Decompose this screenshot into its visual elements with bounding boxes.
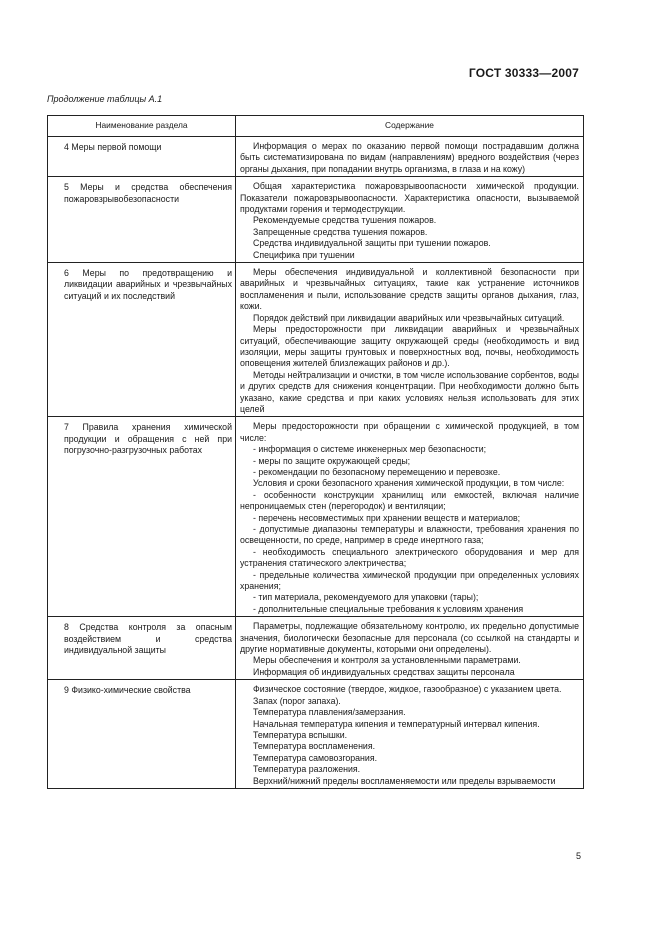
- content-paragraph: Верхний/нижний пределы воспламеняемости или пределы взрываемости: [253, 775, 556, 786]
- content-paragraph: Температура разложения.: [253, 764, 361, 775]
- section-name: 5 Меры и средства обеспечения пожаровзрывобезопасности: [64, 182, 232, 204]
- table-row: [48, 137, 584, 177]
- content-paragraph: Средства индивидуальной защиты при тушении пожаров.: [253, 238, 491, 249]
- content-paragraph: - допустимые диапазоны температуры и влажности, требования хранения по освещенности, по среде, например в среде инертного газа;: [240, 524, 579, 546]
- section-name-cell: [48, 680, 236, 789]
- content-paragraph: - рекомендации по безопасному перемещению и перевозке.: [253, 466, 501, 477]
- table-row: [48, 680, 584, 789]
- content-paragraph: Физическое состояние (твердое, жидкое, газообразное) с указанием цвета.: [253, 684, 562, 695]
- content-paragraph: - меры по защите окружающей среды;: [253, 455, 411, 466]
- section-name: 6 Меры по предотвращению и ликвидации аварийных и чрезвычайных ситуаций и их последствий: [64, 268, 232, 301]
- content-table: [47, 115, 584, 789]
- content-paragraph: Порядок действий при ликвидации аварийных или чрезвычайных ситуаций.: [253, 312, 565, 323]
- column-header-content: Содержание: [236, 116, 584, 137]
- section-name: 9 Физико-химические свойства: [64, 685, 191, 696]
- section-content-cell: [236, 263, 584, 417]
- section-name: 4 Меры первой помощи: [64, 142, 162, 152]
- table-header-row: [48, 116, 584, 137]
- table-caption: Продолжение таблицы А.1: [47, 94, 163, 104]
- content-paragraph: Температура воспламенения.: [253, 741, 376, 752]
- content-paragraph: Запах (порог запаха).: [253, 695, 341, 706]
- section-content-cell: [236, 417, 584, 617]
- content-paragraph: - необходимость специального электрического оборудования и мер для устранения статического электричества;: [240, 546, 579, 569]
- document-title: ГОСТ 30333—2007: [468, 66, 579, 80]
- content-paragraph: Запрещенные средства тушения пожаров.: [253, 226, 428, 237]
- table-row: [48, 617, 584, 680]
- section-content-cell: [236, 617, 584, 680]
- content-paragraph: Температура вспышки.: [253, 729, 348, 740]
- content-paragraph: - тип материала, рекомендуемого для упаковки (тары);: [253, 592, 479, 603]
- section-name: 8 Средства контроля за опасным воздействием и средства индивидуальной защиты: [64, 622, 232, 656]
- content-paragraph: Условия и сроки безопасного хранения химической продукции, в том числе:: [253, 478, 565, 489]
- section-name: 7 Правила хранения химической продукции и обращения с ней при погрузочно-разгрузочных работах: [64, 422, 232, 456]
- content-paragraph: Меры предосторожности при ликвидации аварийных и чрезвычайных ситуаций, обеспечивающие защиту окружающей среды (необходимость и вид изоляции, меры защиты грунтовых и поверхностных вод, почвы, необходимость оповещения жителей близлежащих районов и др.).: [240, 324, 579, 369]
- content-paragraph: - предельные количества химической продукции при определенных условиях хранения;: [240, 569, 579, 592]
- section-content-cell: [236, 137, 584, 177]
- section-name-cell: [48, 617, 236, 680]
- content-paragraph: Меры обеспечения индивидуальной и коллективной безопасности при аварийных и чрезвычайных ситуациях, такие как устранение источников воспламенения и пыли, использование средств защиты органов дыхания, глаз, кожи.: [240, 267, 579, 312]
- content-paragraph: Методы нейтрализации и очистки, в том числе использование сорбентов, воды и других средств для снижения концентрации. При необходимости должно быть указано, какие средства и при каких условиях нельзя использовать для этих целей: [240, 369, 579, 414]
- section-content-cell: [236, 680, 584, 789]
- content-paragraph: Меры обеспечения и контроля за установленными параметрами.: [253, 655, 521, 666]
- content-paragraph: Информация о мерах по оказанию первой помощи пострадавшим должна быть систематизирована по видам (направлениям) вредного воздействия (через органы дыхания, при попадании внутрь организма, в глаза и на кожу): [240, 141, 579, 174]
- section-name-cell: [48, 263, 236, 417]
- content-paragraph: Специфика при тушении: [253, 249, 355, 260]
- table-row: [48, 417, 584, 617]
- section-name-cell: [48, 417, 236, 617]
- content-paragraph: - особенности конструкции хранилищ или емкостей, включая наличие непроницаемых стен (перегородок) и вентиляции;: [240, 489, 579, 512]
- content-paragraph: Информация об индивидуальных средствах защиты персонала: [253, 666, 515, 677]
- table-row: [48, 263, 584, 417]
- page-number: 5: [576, 851, 582, 861]
- content-paragraph: Параметры, подлежащие обязательному контролю, их предельно допустимые значения, биологически безопасные для персонала (со ссылкой на стандарты и другие нормативные документы, которыми они определены).: [240, 621, 579, 655]
- content-paragraph: Температура плавления/замерзания.: [253, 707, 406, 718]
- content-paragraph: Общая характеристика пожаровзрывоопасности химической продукции. Показатели пожаровзрывоопасности. Характеристика опасности, вызываемой продуктами горения и термодеструкции.: [240, 181, 579, 215]
- content-paragraph: Меры предосторожности при обращении с химической продукцией, в том числе:: [240, 421, 579, 443]
- section-name-cell: [48, 137, 236, 177]
- content-paragraph: - дополнительные специальные требования к условиям хранения: [253, 603, 524, 614]
- content-paragraph: Рекомендуемые средства тушения пожаров.: [253, 215, 437, 226]
- content-paragraph: Начальная температура кипения и температурный интервал кипения.: [253, 718, 540, 729]
- section-content-cell: [236, 177, 584, 263]
- content-paragraph: - информация о системе инженерных мер безопасности;: [253, 444, 487, 455]
- content-paragraph: Температура самовозгорания.: [253, 752, 378, 763]
- content-paragraph: - перечень несовместимых при хранении веществ и материалов;: [253, 512, 521, 523]
- column-header-section: Наименование раздела: [48, 116, 236, 137]
- section-name-cell: [48, 177, 236, 263]
- table-row: [48, 177, 584, 263]
